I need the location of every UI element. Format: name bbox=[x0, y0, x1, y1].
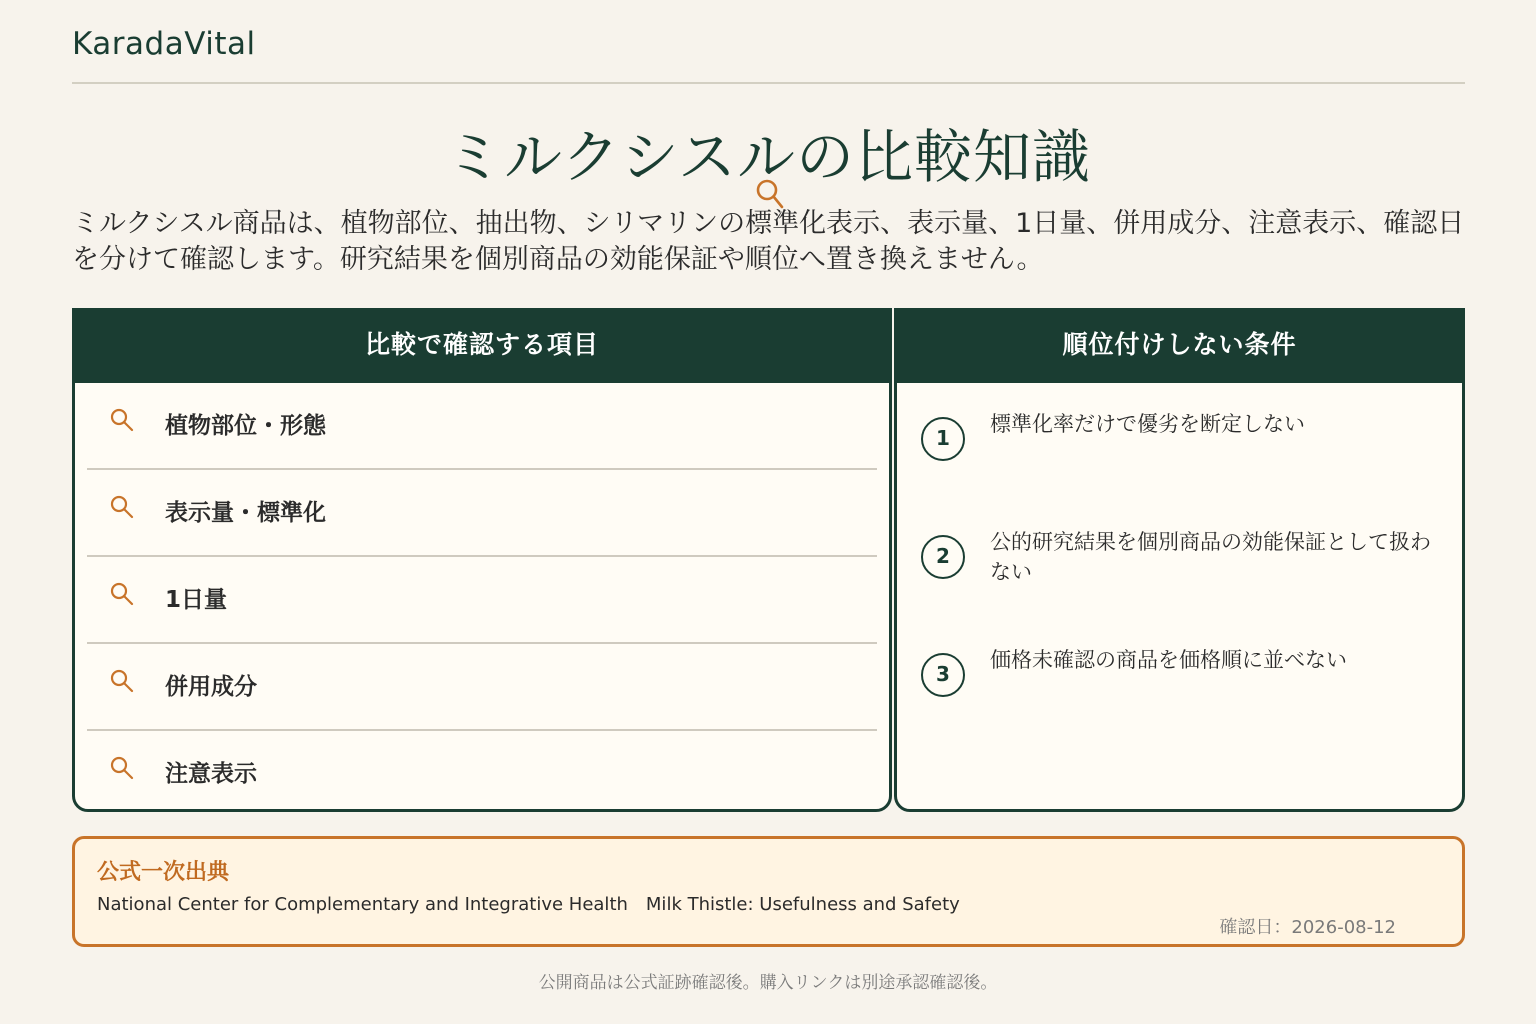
rule-text: 公的研究結果を個別商品の効能保証として扱わない bbox=[990, 530, 1431, 584]
rule-text: 価格未確認の商品を価格順に並べない bbox=[990, 648, 1347, 672]
footer-note: 公開商品は公式証跡確認後。購入リンクは別途承認確認後。 bbox=[538, 973, 998, 993]
check-item-label: 表示量・標準化 bbox=[165, 500, 326, 526]
check-item bbox=[87, 731, 877, 812]
check-item-label: 併用成分 bbox=[165, 674, 257, 700]
source-heading: 公式一次出典 bbox=[97, 860, 230, 885]
page-title: ミルクシスルの比較知識 bbox=[444, 123, 1092, 191]
check-item bbox=[87, 557, 877, 644]
check-item bbox=[87, 383, 877, 470]
rule-text: 標準化率だけで優劣を断定しない bbox=[990, 412, 1305, 436]
check-items-list bbox=[75, 383, 889, 812]
rule-number-badge: 3 bbox=[921, 653, 965, 697]
magnifier-icon bbox=[109, 581, 135, 607]
header-divider bbox=[72, 82, 1465, 84]
check-item-label: 1日量 bbox=[165, 587, 228, 613]
magnifier-icon bbox=[109, 755, 135, 781]
confirmation-date: 確認日：2026-08-12 bbox=[1219, 917, 1396, 938]
brand-logo[interactable]: KaradaVital bbox=[72, 26, 256, 62]
source-citation bbox=[97, 894, 960, 915]
official-source-box bbox=[72, 836, 1465, 947]
intro-text: ミルクシスル商品は、植物部位、抽出物、シリマリンの標準化表示、表示量、1日量、併用成分、注意表示、確認日を分けて確認します。研究結果を個別商品の効能保証や順位へ置き換えません。 bbox=[72, 208, 1465, 275]
source-organization: National Center for Complementary and Integrative Health bbox=[97, 894, 628, 915]
no-ranking-heading: 順位付けしない条件 bbox=[897, 311, 1462, 383]
no-ranking-panel bbox=[894, 308, 1465, 812]
check-items-panel bbox=[72, 308, 892, 812]
magnifier-icon bbox=[109, 407, 135, 433]
check-item-label: 注意表示 bbox=[165, 761, 257, 787]
check-items-heading: 比較で確認する項目 bbox=[75, 311, 889, 383]
rule-number-badge: 2 bbox=[921, 535, 965, 579]
check-item-label: 植物部位・形態 bbox=[165, 413, 326, 439]
source-document-link[interactable]: Milk Thistle: Usefulness and Safety bbox=[645, 894, 960, 915]
check-item bbox=[87, 470, 877, 557]
check-item bbox=[87, 644, 877, 731]
magnifier-icon bbox=[109, 668, 135, 694]
rule-number-badge: 1 bbox=[921, 417, 965, 461]
magnifier-icon bbox=[109, 494, 135, 520]
